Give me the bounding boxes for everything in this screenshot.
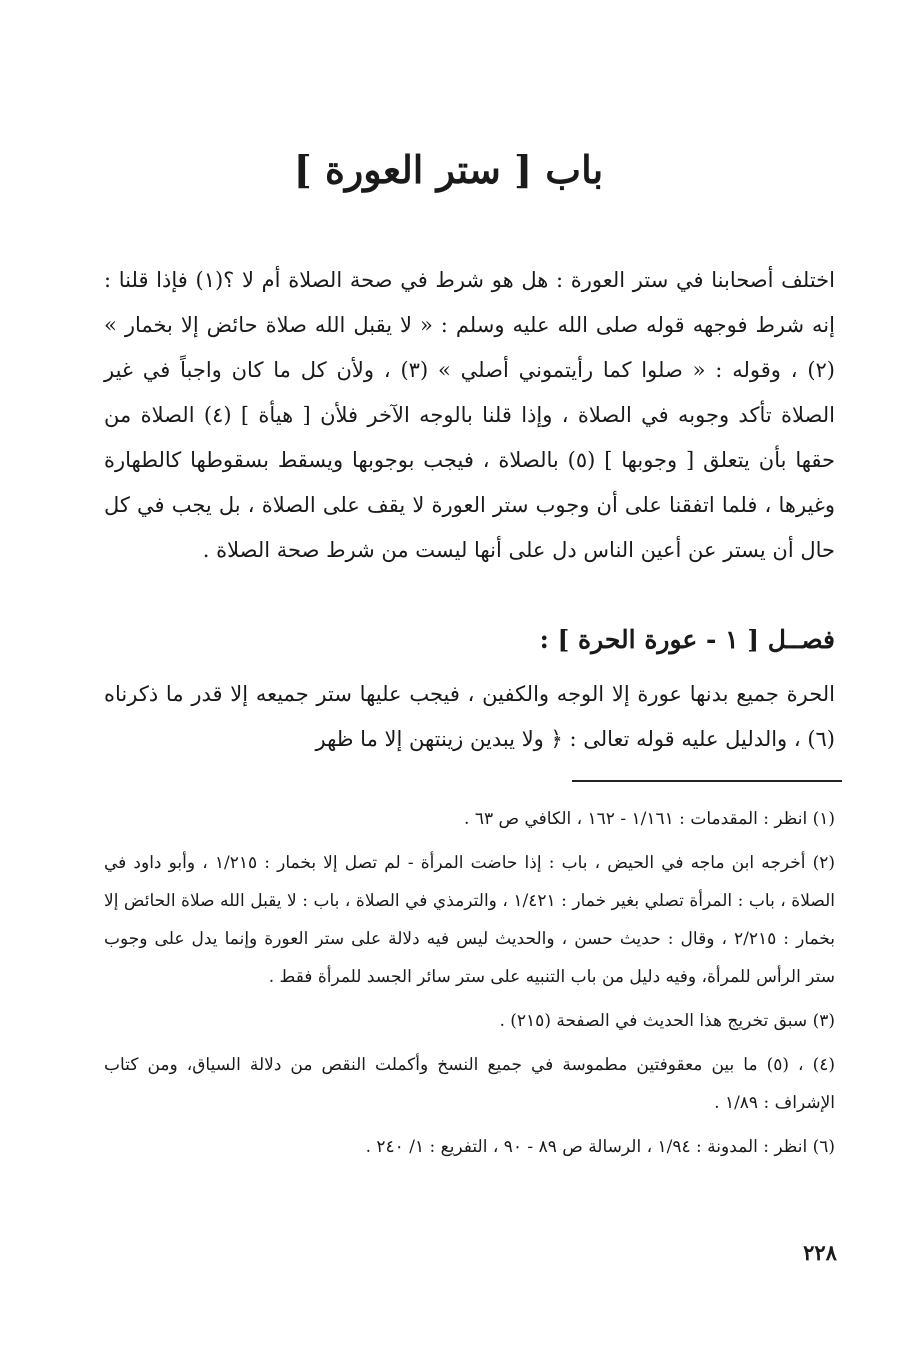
footnote-2: (٢) أخرجه ابن ماجه في الحيض ، باب : إذا حاضت المرأة - لم تصل إلا بخمار : ١/٢١٥ ، وأبو داود في الصلاة ، باب : المرأة تصلي بغير خمار : ١/٤٢١ ، والترمذي في الصلاة ، باب : لا يقبل الله صلاة الحائض إلا بخمار : ٢/٢١٥ ، وقال : حديث حسن ، والحديث ليس فيه دلالة على ستر العورة وإنما يدل على وجوب ستر الرأس للمرأة، وفيه دليل من باب التنبيه على ستر سائر الجسد للمرأة فقط . (104, 853, 835, 987)
footnote-1: (١) انظر : المقدمات : ١/١٦١ - ١٦٢ ، الكافي ص ٦٣ . (464, 809, 835, 829)
chapter-title: باب [ ستر العورة ] (293, 147, 604, 192)
section-paragraph: الحرة جميع بدنها عورة إلا الوجه والكفين ، فيجب عليها ستر جميعه إلا قدر ما ذكرناه (٦) ، والدليل عليه قوله تعالى : ﴿ ولا يبدين زينتهن إلا ما ظهر (104, 682, 835, 751)
main-text (104, 258, 835, 573)
footnote-4-5: (٤) ، (٥) ما بين معقوفتين مطموسة في جميع النسخ وأكملت النقص من دلالة السياق، ومن كتاب الإشراف : ١/٨٩ . (104, 1055, 836, 1113)
page-number: ٢٢٨ (803, 1240, 837, 1265)
main-paragraph: اختلف أصحابنا في ستر العورة : هل هو شرط في صحة الصلاة أم لا ؟(١) فإذا قلنا : إنه شرط فوجهه قوله صلى الله عليه وسلم : « لا يقبل الله صلاة حائض إلا بخمار » (٢) ، وقوله : « صلوا كما رأيتموني أصلي » (٣) ، ولأن كل ما كان واجباً في غير الصلاة تأكد وجوبه في الصلاة ، وإذا قلنا بالوجه الآخر فلأن [ هيأة ] (٤) الصلاة من حقها بأن يتعلق [ وجوبها ] (٥) بالصلاة ، فيجب بوجوبها ويسقط بسقوطها كالطهارة وغيرها ، فلما اتفقنا على أن وجوب ستر العورة لا يقف على الصلاة ، بل يجب في كل حال أن يستر عن أعين الناس دل على أنها ليست من شرط صحة الصلاة . (104, 268, 835, 562)
footnote-divider (572, 780, 842, 782)
footnote-3: (٣) سبق تخريج هذا الحديث في الصفحة (٢١٥) . (499, 1011, 835, 1031)
section-heading: فصــل [ ١ - عورة الحرة ] : (539, 625, 835, 654)
footnotes (104, 800, 835, 1172)
footnote-6: (٦) انظر : المدونة : ١/٩٤ ، الرسالة ص ٨٩ - ٩٠ ، التفريع : ١/ ٢٤٠ . (365, 1137, 835, 1157)
section-text (104, 672, 835, 762)
